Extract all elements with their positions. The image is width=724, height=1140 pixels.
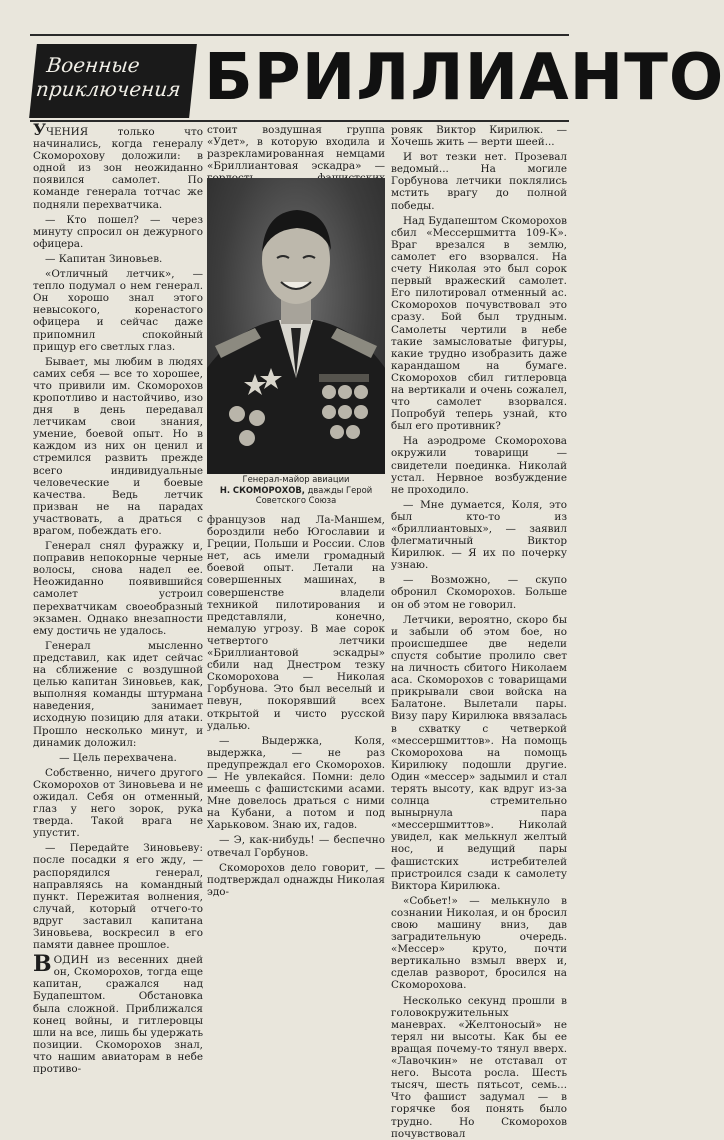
col3-paragraph: Над Будапештом Скоморохов сбил «Мессершмитта 109-К». Враг врезался в землю, самолет его взорвался. На счету Николая это был сорок первый вражеский самолет. Его пилотировал отменный ас. Скоморохов почувствовал это сразу. Бой был трудным. Самолеты чертили в небе такие замысловатые фигуры, какие трудно изобразить даже карандашом на бумаге. Скоморохов сбил гитлеровца на вертикали и очень сожалел, что самолет взорвался. Попробуй теперь узнай, кто был его противник? xyxy=(391,214,567,433)
col3-paragraph: ровяк Виктор Кирилюк. — Хочешь жить — верти шеей... xyxy=(391,124,567,149)
column-1 xyxy=(33,120,203,1076)
col3-paragraph: — Мне думается, Коля, это был кто-то из «бриллиантовых», — заявил флегматичный Виктор Кирилюк. — Я их по почерку узнаю. xyxy=(391,498,567,572)
drop-cap: У xyxy=(33,120,46,139)
col1-paragraph: УЧЕНИЯ только что начинались, когда генералу Скоморохову доложили: в одной из зон неожиданно появился самолет. По команде генерала тотчас же подняли перехватчика. xyxy=(33,120,203,211)
col1-paragraph: Генерал мысленно представил, как идет сейчас на сближение с воздушной целью капитан Зиновьев, как, выполняя команды штурмана наведения, занимает исходную позицию для атаки. Прошло несколько минут, и динамик доложил: xyxy=(33,639,203,749)
col2-paragraph: французов над Ла-Маншем, бороздили небо Югославии и Греции, Польши и России. Слов нет, ась имели громадный боевой опыт. Летали на совершенных машинах, в совершенстве владели техникой пилотирования и представляли, конечно, немалую угрозу. В мае сорок четвертого летчики «Бриллиантовой эскадры» сбили над Днестром тезку Скоморохова — Николая Горбунова. Это был веселый и певун, покорявший всех открытой и чисто русской удалью. xyxy=(207,514,385,732)
col2-paragraph: стоит воздушная группа «Удет», в которую входила и разрекламированная немцами «Бриллиантовая эскадра» — xyxy=(207,124,385,173)
caption-line-1: Генерал-майор авиации xyxy=(242,474,350,484)
col2-paragraph: Скоморохов дело говорит, — подтверждал однажды Николая эдо- xyxy=(207,861,385,898)
col1-paragraph: — Кто пошел? — через минуту спросил он дежурного офицера. xyxy=(33,213,203,250)
caption-line-2: Н. СКОМОРОХОВ, дважды Герой xyxy=(219,484,373,495)
col1-paragraph: Бывает, мы любим в людях самих себя — все то хорошее, что привили им. Скоморохов кропотливо и настойчиво, изо дня в день передавал летчикам свои знания, умение, боевой опыт. Но в каждом из них он ценил и стремился развить прежде всего индивидуальные человеческие и боевые качества. Ведь летчик призван не на парадах участвовать, а драться с врагом, побеждать его. xyxy=(33,355,203,537)
col3-paragraph: Летчики, вероятно, скоро бы и забыли об этом бое, но происшедшее две недели спустя событие пролило свет на личность сбитого Николаем аса. Скоморохов с товарищами прикрывали свои войска на Балатоне. Вылетали пары. Визу пару Кирилюка ввязалась в схватку с четверкой «мессершмиттов». На помощь Скоморохова на помощь Кирилюку подошли другие. Один «мессер» задымил и стал терять высоту, как вдруг из-за солнца стремительно вынырнула пара «мессершмиттов». Николай увидел, как мелькнул желтый нос, и ведущий пары фашистских истребителей пристроился сзади к самолету Виктора Кирилюка. xyxy=(391,613,567,892)
col1-paragraph: — Передайте Зиновьеву: после посадки я его жду, — распорядился генерал, направляясь на командный пункт. Пережитая волнения, случай, который отчего-то вдруг заставил капитана Зиновьева, воскресил в его памяти давнее прошлое. xyxy=(33,842,203,952)
header-rule xyxy=(30,120,569,122)
portrait-photo xyxy=(207,178,385,474)
column-2-top xyxy=(207,124,385,176)
col3-paragraph: На аэродроме Скоморохова окружили товарищи — свидетели поединка. Николай устал. Нервное возбуждение не проходило. xyxy=(391,435,567,496)
caption-line-3: Советского Союза xyxy=(255,495,337,505)
column-2-bottom xyxy=(207,514,385,898)
col1-paragraph: Собственно, ничего другого Скоморохов от Зиновьева и не ожидал. Себя он отменный, глаз у него зорок, рука тверда. Такой врага не упустит. xyxy=(33,766,203,840)
rubric-block xyxy=(29,44,197,118)
col1-paragraph: ВОДИН из весенних дней он, Скоморохов, тогда еще капитан, сражался над Будапештом. Обстановка была сложной. Приближался конец войны, и гитлеровцы шли на все, лишь бы удержать позиции. Скоморохов знал, что нашим авиаторам в небе противо- xyxy=(33,951,203,1076)
col2-paragraph: — Э, как-нибудь! — беспечно отвечал Горбунов. xyxy=(207,834,385,859)
rubric-line-2: приключения xyxy=(34,77,182,101)
column-3 xyxy=(391,124,567,1140)
photo-caption xyxy=(207,474,385,512)
col2-paragraph: — Выдержка, Коля, выдержка, — не раз предупреждал его Скоморохов. — Не увлекайся. Помни: дело имеешь с фашистскими асами. Мне довелось драться с ними на Кубани, а потом и под Харьковом. Знаю их, гадов. xyxy=(207,734,385,832)
col1-paragraph: «Отличный летчик», — тепло подумал о нем генерал. Он хорошо знал этого невысокого, коренастого офицера и сейчас даже припомнил спокойный прищур его светлых глаз. xyxy=(33,268,203,353)
headline: БРИЛЛИАНТО xyxy=(204,41,724,115)
drop-cap: В xyxy=(33,951,52,978)
col1-paragraph: Генерал снял фуражку и, поправив непокорные черные волосы, снова надел ее. Неожиданно появившийся самолет устроил перехватчикам своеобразный экзамен. Однако внезапности ему достичь не удалось. xyxy=(33,540,203,637)
col1-paragraph: — Капитан Зиновьев. xyxy=(45,252,163,265)
rubric-line-1: Военные xyxy=(45,53,141,77)
col1-paragraph: — Цель перехвачена. xyxy=(59,751,177,764)
col3-paragraph: И вот тезки нет. Прозевал ведомый... На могиле Горбунова летчики поклялись мстить врагу до полной победы. xyxy=(391,151,567,212)
top-rule xyxy=(30,34,569,36)
col3-paragraph: — Возможно, — скупо обронил Скоморохов. Больше он об этом не говорил. xyxy=(391,574,567,611)
col3-paragraph: «Собьет!» — мелькнуло в сознании Николая, и он бросил свою машину вниз, дав заградительную очередь. «Мессер» круто, почти вертикально взмыл вверх и, сделав разворот, бросился на Скоморохова. xyxy=(391,894,567,992)
col3-paragraph: Несколько секунд прошли в головокружительных маневрах. «Желтоносый» не терял ни высоты. Как бы ее вращая почему-то тянул вверх. «Лавочкин» не отставал от него. Высота росла. Шесть тысяч, шесть пятьсот, семь... Что фашист задумал — в горячке боя понять было трудно. Но Скоморохов почувствовал xyxy=(391,994,567,1140)
